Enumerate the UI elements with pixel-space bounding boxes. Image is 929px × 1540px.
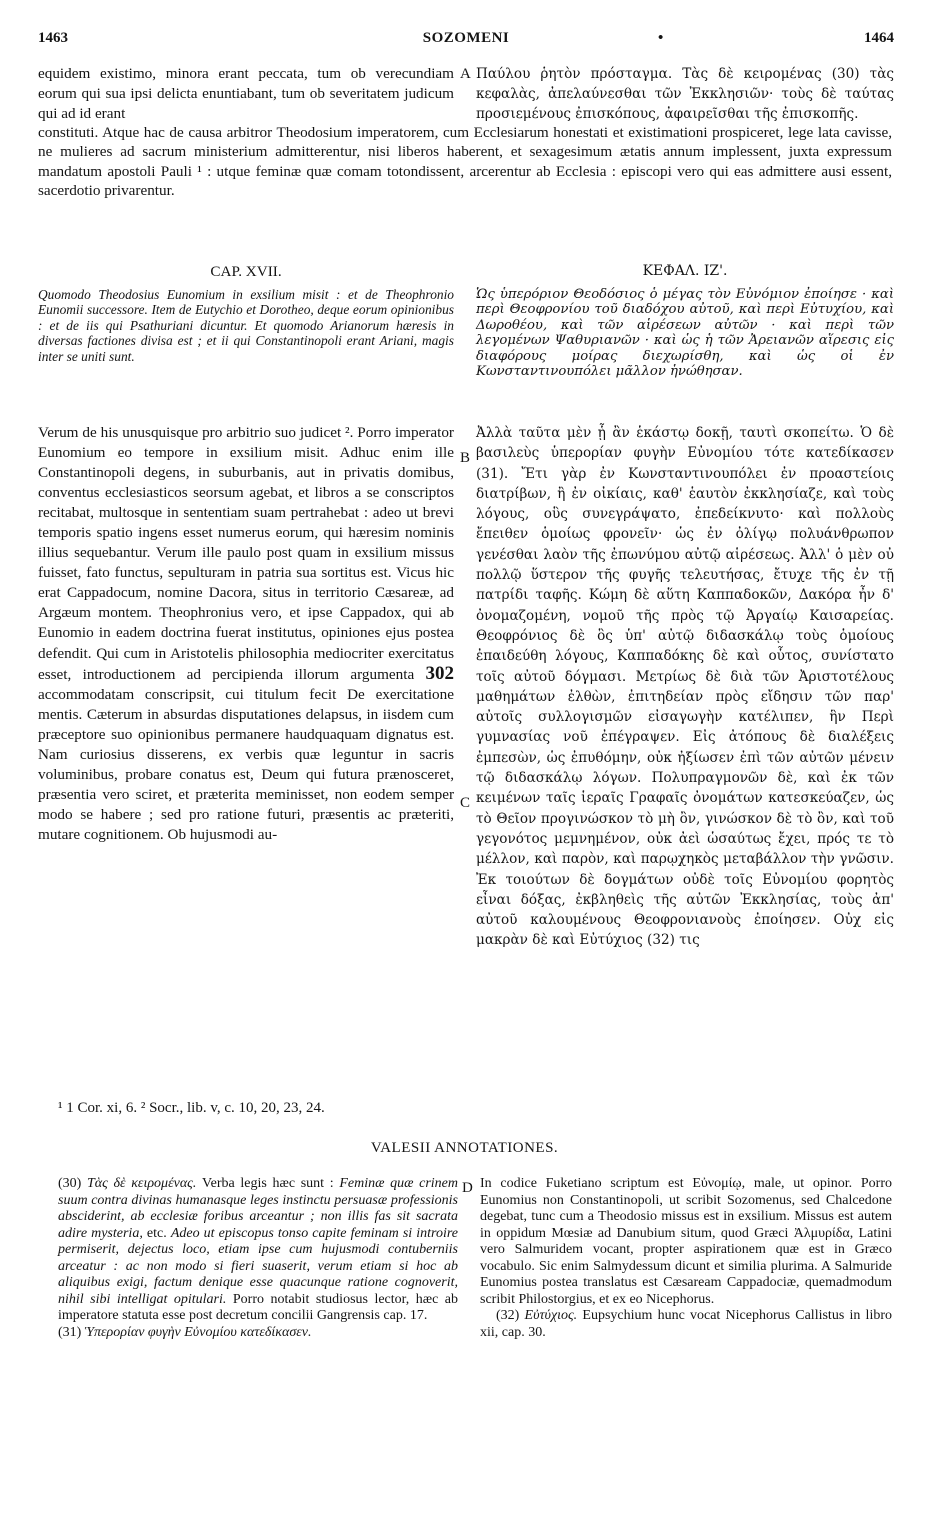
note-32-text: Eupsychium hunc vocat Nicephorus Callistus in libro xii, cap. 30. bbox=[480, 1308, 892, 1340]
note-30-quote: Feminæ quæ crinem suum contra divinas humanasque leges instinctu persuasæ professionis absciderint, ab ecclesiæ foribus arceantur ; non illis fas sit sacrata adire mysteria, bbox=[58, 1176, 459, 1241]
latin-lead bbox=[38, 64, 454, 124]
note-30-label: (30) bbox=[58, 1176, 82, 1191]
annotations-title: VALESII ANNOTATIONES. bbox=[370, 1140, 559, 1156]
latin-lead-text: equidem existimo, minora erant peccata, tum ob verecundiam eorum qui sua ipsi delicta enuntiabant, tum ob severitatem judicum qui ad id erant bbox=[38, 65, 454, 122]
latin-full-text: constituti. Atque hac de causa arbitror Theodosium imperatorem, cum Ecclesiarum honestati et existimationi prospiceret, lege lata cavisse, ne mulieres ad sacrum ministerium admitterentur, nisi liberos haberent, et sexagesimum ætatis annum implessent, juxta expressum mandatum apostoli Pauli ¹ : utque feminæ quæ comam totondissent, arcerentur ab Ecclesia : episcopi vero qui eas admittere ausi essent, sacerdotio privarentur. bbox=[38, 124, 892, 200]
chapter-summary-latin: Quomodo Theodosius Eunomium in exsilium misit : et de Theophronio Eunomii successore. Item de Eutychio et Dorotheo, deque eorum opinionibus : et de iis qui Psathuriani dicuntur. Et quomodo Arianorum hæresis in diversas factiones divisa est ; et ii qui Constantinopoli erant Ariani, magis inter se uniti sunt. bbox=[38, 287, 454, 364]
chapter-body-greek bbox=[476, 423, 894, 951]
note-31-label: (31) bbox=[58, 1324, 82, 1340]
latin-full-paragraph bbox=[38, 123, 892, 201]
note-30-text-a: Verba legis hæc sunt : bbox=[202, 1176, 334, 1191]
chapter-heading-greek: ΚΕΦΑΛ. ΙΖ'. bbox=[642, 263, 728, 279]
page-number-left: 1463 bbox=[38, 30, 68, 46]
note-31-text: In codice Fuketiano scriptum est Εὐνομίῳ, male, ut opinor. Porro Eunomius non Constantinopoli, ut scribit Sozomenus, sed Chalcedone degebat, tunc cum a Theodosio missus est in exsilium. Missus est autem in oppidum Mœsiæ ad Danubium situm, quod Græci Ἀλμυρίδα, Latini vero Salmuridem vocant, propter aspirationem quæ est in Græco vocabulo. Sic enim Salmydessum dicunt et similia plurima. A Salmuride Eunomius postea translatus est Cæsaream Cappadociæ, quemadmodum scribit Philostorgius, et ex eo Nicephorus. bbox=[480, 1176, 892, 1307]
greek-lead bbox=[476, 64, 894, 124]
chapter-body-latin-part1: Verum de his unusquisque pro arbitrio suo judicet ². Porro imperator Eunomium eo tempore in exsilium misit. Adhuc enim ille Constantinopoli degens, in suburbanis, aut in privatis domibus, conventus ecclesiasticos seorsum agebat, et libros a se conscriptos recitabat, multosque in sententiam suam pertrahebat : adeo ut brevi temporis spatio ingens esset numerus eorum, qui hæresim nominis illius sequebantur. Verum ille paulo post quam in exsilium missus fuisset, fato functus, sepulturam in patria sua sortitus est. Vicus hic erat Cappadocum, nomine Dacora, situs in territorio Cæsareæ, ad Argæum montem. Theophronius vero, et ipse Cappadox, qui ab Eunomio in eadem doctrina fuerat institutus, opiniones ejus postea defendit. Qui cum in Aristotelis philosophia mediocriter exercitatus esset, introductionem ad percipienda illorum argumenta bbox=[38, 424, 454, 683]
chapter-heading-latin: CAP. XVII. bbox=[210, 263, 282, 280]
annotations-right-column bbox=[480, 1176, 892, 1341]
note-32-lemma: Εὐτύχιος. bbox=[524, 1308, 578, 1323]
margin-marker-a: A bbox=[460, 66, 471, 82]
margin-marker-d: D bbox=[462, 1180, 473, 1196]
page-number-right: 1464 bbox=[864, 30, 894, 46]
chapter-body-latin bbox=[38, 423, 454, 845]
note-30-text-b: etc. bbox=[146, 1225, 167, 1241]
note-30-quote-b: Adeo ut episcopus tonso capite feminam si introire permiserit, dejectus loco, etiam ipse cum hujusmodi contuberniis arceatur : ac non modo si fieri suaserit, verum etiam si hoc ab aliquibus exigi, factum denique esse quacunque ratione cognoverit, nihil sibi intelligat opitulari. bbox=[58, 1225, 459, 1307]
note-31-lemma: Ὑπερορίαν φυγὴν Εὐνομίου κατεδίκασεν. bbox=[84, 1324, 312, 1340]
chapter-summary-greek: Ὡς ὑπερόριον Θεοδόσιος ὁ μέγας τὸν Εὐνόμιον ἐποίησε · καὶ περὶ Θεοφρονίου τοῦ διαδόχου αὐτοῦ, καὶ περὶ Εὐτυχίου, καὶ Δωροθέου, καὶ τῶν αἱρέσεων αὐτῶν · καὶ περὶ τῶν λεγομένων Ψαθυριανῶν · καὶ ὡς ἡ τῶν Ἀρειανῶν αἵρεσις εἰς διαφόρους μοίρας διεχωρίσθη, καὶ ὡς οἱ ἐν Κωνσταντινουπόλει μᾶλλον ἡνώθησαν. bbox=[476, 287, 894, 380]
footnotes: ¹ 1 Cor. xi, 6. ² Socr., lib. v, c. 10, 20, 23, 24. bbox=[58, 1100, 325, 1116]
note-30-lemma: Τὰς δὲ κειρομένας. bbox=[87, 1176, 197, 1191]
margin-marker-c: C bbox=[460, 795, 471, 811]
note-30-text-c: Porro notabit studiosus lector, hæc ab imperatore statuta esse post decretum concilii Gangrensis cap. 17. bbox=[58, 1291, 458, 1323]
chapter-body-latin-part2: accommodatam conscripsit, cui titulum fecit De exercitatione mentis. Cæterum in absurdas disputationes delapsus, in iisdem cum præceptore suo opinionibus permanere haudquaquam dignatus est. Nam curiosius disserens, ex verbis quæ leguntur in sacris voluminibus, probare conatus est, Deum qui futura prænosceret, præsentia vero sciret, et præterita meminisset, non eodem semper modo se habere ; sed pro ratione futuri, præsentis ac præteriti, mutare cognitionem. Ob hujusmodi au- bbox=[38, 685, 454, 843]
header-dot: • bbox=[658, 30, 664, 46]
margin-marker-b: B bbox=[460, 450, 471, 466]
page-number-marker: 302 bbox=[425, 662, 454, 684]
page-header bbox=[38, 8, 894, 48]
running-title: SOZOMENI bbox=[422, 30, 510, 46]
chapter-body-greek-text: Ἀλλὰ ταῦτα μὲν ᾗ ἂν ἑκάστῳ δοκῇ, ταυτὶ σκοπείτω. Ὁ δὲ βασιλεὺς ὑπερορίαν φυγὴν Εὐνομίου τότε κατεδίκασεν (31). Ἔτι γὰρ ἐν Κωνσταντινουπόλει ἐν προαστείοις διατρίβων, ἢ ἐν οἰκίαις, καθ' ἑαυτὸν ἐκκλησίαζε, καὶ τοὺς λόγους, οὓς συνεγράψατο, ἐπεδείκνυτο· καὶ πολλοὺς ἔπειθεν ὁμοίως φρονεῖν· ὡς ἐν ὀλίγῳ πολυάνθρωπον γενέσθαι λαὸν τῆς ἐπωνύμου αὐτῷ αἱρέσεως. Ἀλλ' ὁ μὲν οὐ πολλῷ ὕστερον τῆς φυγῆς τελευτήσας, ἔτυχε τῆς ἐν τῇ πατρίδι ταφῆς. Κώμη δὲ αὕτη Καππαδοκῶν, Δακόρα ἦν δ' ὀνομαζομένη, νομοῦ τῆς πρὸς τῷ Ἀργαίῳ Καισαρείας. Θεοφρόνιος δὲ ὃς ὑπ' αὐτῷ διδασκάλῳ τοὺς ὁμοίους ἐπαιδεύθη λόγους, Καππαδόκης δὲ καὶ οὗτος, συνίστατο τοῖς αὐτοῦ δόγμασι. Μετρίως δὲ διὰ τῶν Ἀριστοτέλους μαθημάτων ἐλθὼν, ἐπιτηδείαν πρὸς εἴδησιν τῶν παρ' αὐτοῖς συλλογισμῶν εἰσαγωγὴν κατέλιπεν, ἣν Περὶ γυμνασίας νοῦ ἐπέγραψεν. Εἰς ἀτόπους δὲ διαλέξεις ἐμπεσὼν, ὡς ἐπυθόμην, οὐκ ἠξίωσεν ἐπὶ τῶν αὐτῶν μένειν τῷ διδασκάλῳ λόγων. Πολυπραγμονῶν δὲ, καὶ ἐκ τῶν κειμένων ταῖς ἱεραῖς Γραφαῖς ὀνομάτων κατεσκεύαζεν, ὡς τὸ Θεῖον προγινώσκον τὸ μὴ ὂν, γινώσκον δὲ τὸ ὂν, καὶ τοῦ γεγονότος μεμνημένον, οὐκ ἀεὶ ὡσαύτως ἔχει, πρός τε τὸ μέλλον, καὶ παρὸν, καὶ παρῳχηκὸς μεταβάλλον τὴν γνῶσιν. Ἐκ τοιούτων δὲ δογμάτων οὐδὲ τοῖς Εὐνομίου φορητὸς εἶναι δόξας, ἐκβληθεὶς τῆς αὐτῶν Ἐκκλησίας, τοὺς ἀπ' αὐτοῦ καλουμένους Θεοφρονιανοὺς ἐποίησεν. Οὐχ εἰς μακρὰν δὲ καὶ Εὐτύχιος (32) τις bbox=[476, 425, 894, 949]
annotations-left-column bbox=[58, 1176, 458, 1341]
greek-lead-text: Παύλου ῥητὸν πρόσταγμα. Τὰς δὲ κειρομένας (30) τὰς κεφαλὰς, ἀπελαύνεσθαι τῶν Ἐκκλησιῶν· τοὺς δὲ ταύτας προσιεμένους ἐπισκόπους, ἀφαιρεῖσθαι τῆς ἐπισκοπῆς. bbox=[476, 66, 894, 122]
note-32-label: (32) bbox=[496, 1308, 520, 1323]
